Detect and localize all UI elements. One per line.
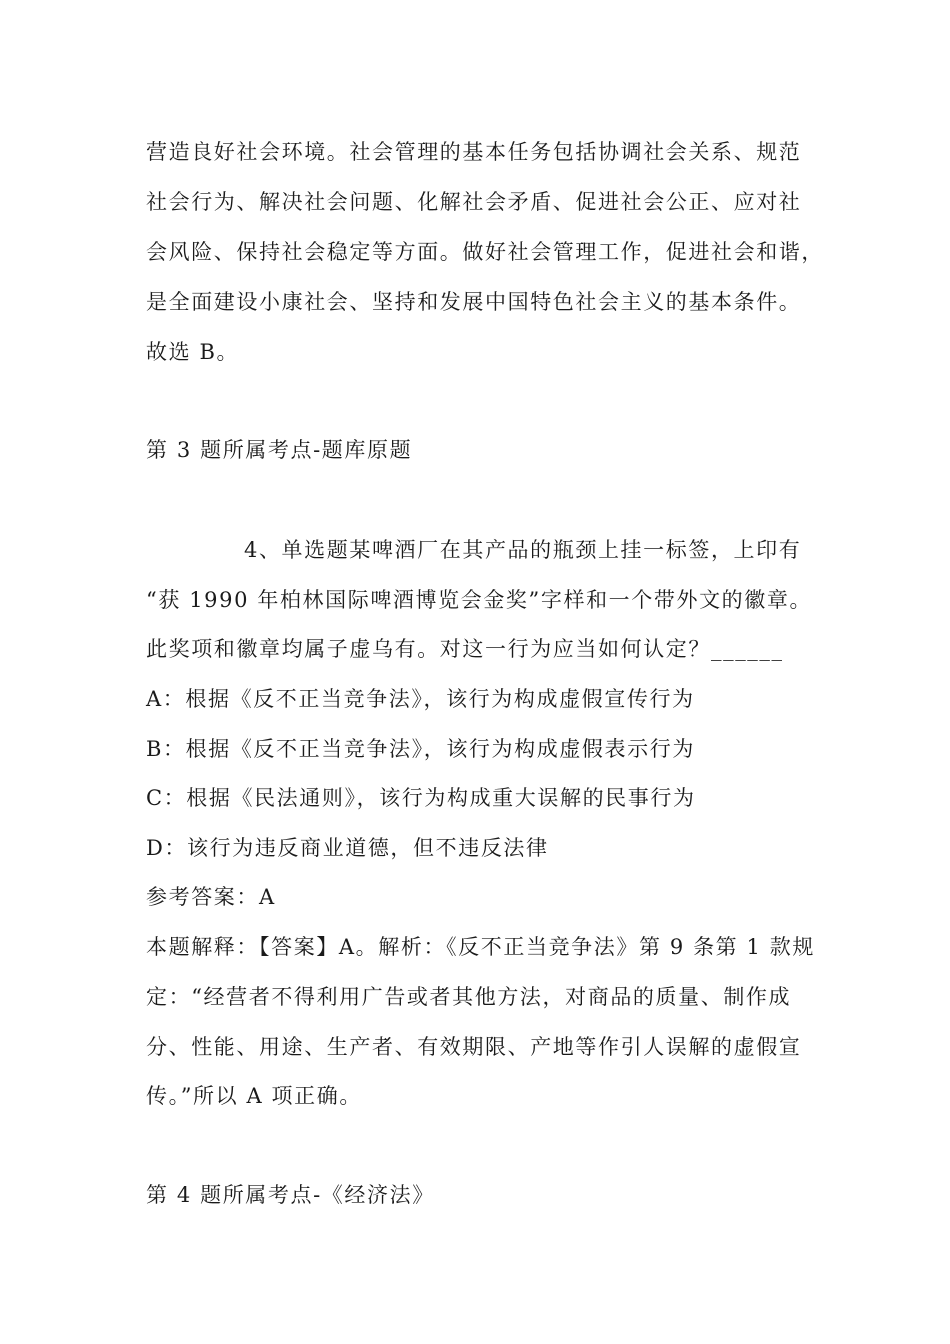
option-d: D：该行为违反商业道德，但不违反法律 (146, 836, 549, 860)
option-a: A：根据《反不正当竞争法》，该行为构成虚假宣传行为 (146, 687, 695, 711)
question-stem-line: “获 1990 年柏林国际啤酒博览会金奖”字样和一个带外文的徽章。 (146, 588, 813, 612)
explanation-line: 会风险、保持社会稳定等方面。做好社会管理工作，促进社会和谐， (146, 240, 824, 264)
option-b: B：根据《反不正当竞争法》，该行为构成虚假表示行为 (146, 737, 695, 761)
knowledge-point-heading: 第 3 题所属考点-题库原题 (146, 438, 413, 462)
answer-explanation-line: 分、性能、用途、生产者、有效期限、产地等作引人误解的虚假宣 (146, 1035, 802, 1059)
answer-explanation-line: 定：“经营者不得利用广告或者其他方法，对商品的质量、制作成 (146, 985, 792, 1009)
reference-answer: 参考答案：A (146, 885, 276, 909)
question-stem-line: 4、单选题某啤酒厂在其产品的瓶颈上挂一标签，上印有 (244, 538, 802, 562)
option-c: C：根据《民法通则》，该行为构成重大误解的民事行为 (146, 786, 696, 810)
knowledge-point-heading: 第 4 题所属考点-《经济法》 (146, 1183, 435, 1207)
explanation-line: 营造良好社会环境。社会管理的基本任务包括协调社会关系、规范 (146, 140, 802, 164)
explanation-line: 社会行为、解决社会问题、化解社会矛盾、促进社会公正、应对社 (146, 190, 802, 214)
answer-explanation-line: 本题解释：【答案】A。解析：《反不正当竞争法》第 9 条第 1 款规 (146, 935, 815, 959)
explanation-line: 故选 B。 (146, 340, 240, 364)
explanation-line: 是全面建设小康社会、坚持和发展中国特色社会主义的基本条件。 (146, 290, 802, 314)
answer-explanation-line: 传。”所以 A 项正确。 (146, 1084, 362, 1108)
question-stem-line: 此奖项和徽章均属子虚乌有。对这一行为应当如何认定？______ (146, 637, 784, 661)
